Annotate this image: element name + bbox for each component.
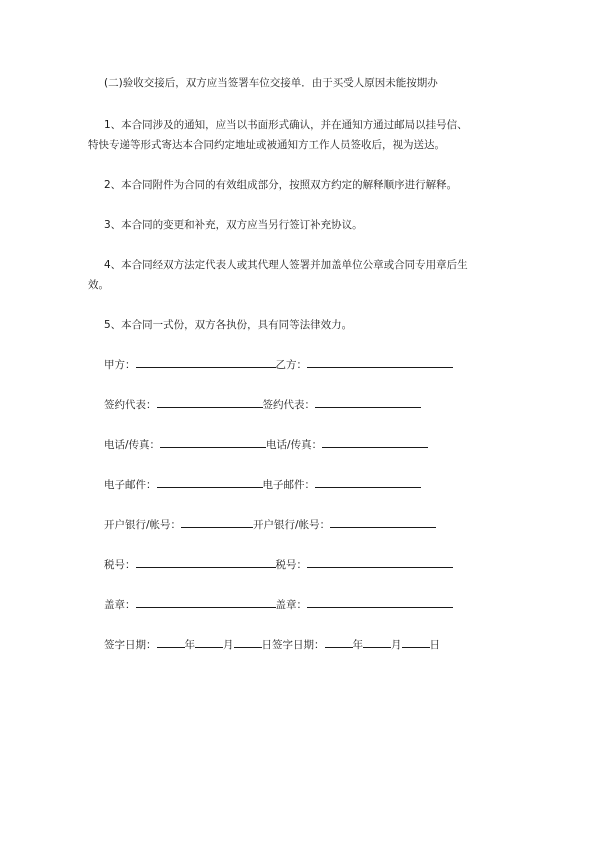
field-label-seal-a: 盖章： <box>104 599 136 611</box>
field-label-bank-a: 开户银行/帐号： <box>104 519 182 531</box>
clause-3: 3、本合同的变更和补充，双方应当另行签订补充协议。 <box>104 219 363 231</box>
email-a-blank[interactable] <box>157 476 263 488</box>
clause-4-line1: 4、本合同经双方法定代表人或其代理人签署并加盖单位公章或合同专用章后生 <box>104 259 468 271</box>
clause-1-line2: 特快专递等形式寄达本合同约定地址或被通知方工作人员签收后，视为送达。 <box>88 139 445 151</box>
field-row-party <box>104 356 545 374</box>
seal-b-blank[interactable] <box>307 596 453 608</box>
field-label-bank-b: 开户银行/帐号： <box>253 519 331 531</box>
clause-5: 5、本合同一式份，双方各执份，具有同等法律效力。 <box>104 319 353 331</box>
field-row-seal <box>104 596 545 614</box>
year-a-label: 年 <box>184 639 195 651</box>
tax-b-blank[interactable] <box>307 556 453 568</box>
day-label-combined: 日签字日期： <box>261 639 325 651</box>
field-label-tax-a: 税号： <box>104 559 136 571</box>
clause-2: 2、本合同附件为合同的有效组成部分，按照双方约定的解释顺序进行解释。 <box>104 179 458 191</box>
month-a-label: 月 <box>223 639 234 651</box>
field-label-party-b: 乙方： <box>275 359 307 371</box>
field-row-email <box>104 476 545 494</box>
month-b-blank[interactable] <box>363 636 391 648</box>
field-label-email-b: 电子邮件： <box>262 479 315 491</box>
field-row-representative <box>104 396 545 414</box>
field-label-tax-b: 税号： <box>275 559 307 571</box>
phone-a-blank[interactable] <box>160 436 266 448</box>
clause-4-line2: 效。 <box>88 279 109 291</box>
rep-b-blank[interactable] <box>315 396 421 408</box>
month-b-label: 月 <box>391 639 402 651</box>
field-label-email-a: 电子邮件： <box>104 479 157 491</box>
field-label-phone-b: 电话/传真： <box>266 439 323 451</box>
year-a-blank[interactable] <box>157 636 185 648</box>
date-label-a: 签字日期： <box>104 639 157 651</box>
phone-b-blank[interactable] <box>322 436 428 448</box>
bank-b-blank[interactable] <box>330 516 436 528</box>
email-b-blank[interactable] <box>315 476 421 488</box>
field-label-rep-b: 签约代表： <box>262 399 315 411</box>
field-row-bank <box>104 516 545 534</box>
tax-a-blank[interactable] <box>136 556 276 568</box>
field-row-phone <box>104 436 545 454</box>
seal-a-blank[interactable] <box>136 596 276 608</box>
rep-a-blank[interactable] <box>157 396 263 408</box>
day-b-label: 日 <box>429 639 440 651</box>
year-b-blank[interactable] <box>325 636 353 648</box>
month-a-blank[interactable] <box>195 636 223 648</box>
field-label-party-a: 甲方： <box>104 359 136 371</box>
party-b-blank[interactable] <box>307 356 453 368</box>
bank-a-blank[interactable] <box>181 516 253 528</box>
field-label-rep-a: 签约代表： <box>104 399 157 411</box>
field-label-phone-a: 电话/传真： <box>104 439 161 451</box>
field-row-tax <box>104 556 545 574</box>
day-a-blank[interactable] <box>234 636 262 648</box>
party-a-blank[interactable] <box>136 356 276 368</box>
field-row-date <box>104 636 545 654</box>
intro-text: (二)验收交接后，双方应当签署车位交接单．由于买受人原因未能按期办 <box>104 77 438 89</box>
year-b-label: 年 <box>352 639 363 651</box>
field-label-seal-b: 盖章： <box>275 599 307 611</box>
day-b-blank[interactable] <box>402 636 430 648</box>
clause-1-line1: 1、本合同涉及的通知，应当以书面形式确认，并在通知方通过邮局以挂号信、 <box>104 119 468 131</box>
